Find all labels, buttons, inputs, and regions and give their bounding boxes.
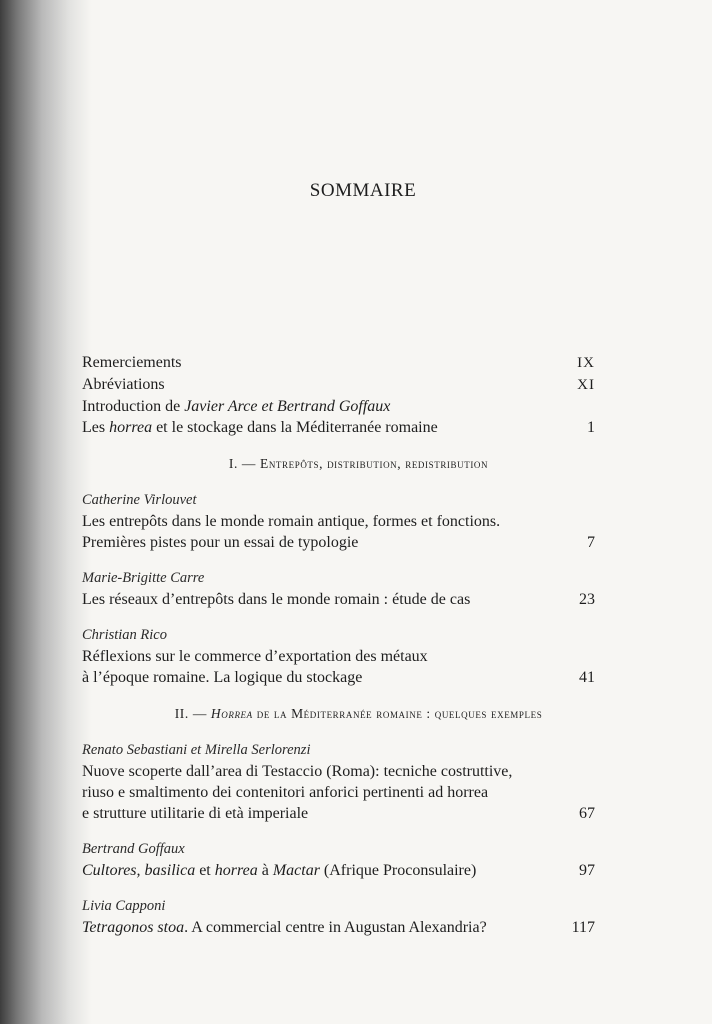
entry-author: Bertrand Goffaux bbox=[82, 841, 185, 857]
toc-page-number: 117 bbox=[571, 919, 595, 936]
entry-title-line: Nuove scoperte dall’area di Testaccio (Roma): tecniche costruttive, bbox=[82, 763, 513, 780]
entry-title-line: riuso e smaltimento dei contenitori anforici pertinenti ad horrea bbox=[82, 784, 489, 801]
toc-row-introduction[interactable] bbox=[82, 396, 595, 417]
intro-authors: Javier Arce et Bertrand Goffaux bbox=[184, 398, 391, 415]
part-heading-1 bbox=[82, 456, 595, 472]
title-italic: horrea bbox=[109, 419, 153, 436]
part-title: de la Méditerranée romaine : quelques exemples bbox=[252, 706, 543, 721]
toc-entry-title: Abréviations bbox=[82, 376, 165, 393]
title-part: et bbox=[195, 862, 215, 879]
title-part: (Afrique Proconsulaire) bbox=[319, 862, 477, 879]
toc-entry-goffaux[interactable] bbox=[82, 839, 595, 881]
toc-page-number: IX bbox=[577, 355, 595, 371]
intro-prefix: Introduction de bbox=[82, 398, 185, 415]
title-part: . A commercial centre in Augustan Alexandria? bbox=[184, 919, 487, 936]
entry-title-line: Les réseaux d’entrepôts dans le monde romain : étude de cas bbox=[82, 591, 471, 608]
title-part: Les bbox=[82, 419, 110, 436]
entry-title-line: Premières pistes pour un essai de typologie bbox=[82, 534, 359, 551]
toc-entry-title bbox=[82, 396, 595, 417]
entry-last-line bbox=[82, 860, 595, 881]
toc-entry-carre[interactable] bbox=[82, 568, 595, 610]
entry-title-line: Les entrepôts dans le monde romain antique, formes et fonctions. bbox=[82, 513, 501, 530]
entry-title-line bbox=[82, 860, 559, 881]
toc-entry-title: Remerciements bbox=[82, 354, 182, 371]
toc-page-number: 23 bbox=[579, 591, 595, 608]
entry-last-line bbox=[82, 532, 595, 553]
entry-title-line: à l’époque romaine. La logique du stockage bbox=[82, 669, 363, 686]
title-italic: Tetragonos stoa bbox=[82, 919, 185, 936]
entry-title-line: e strutture utilitarie di età imperiale bbox=[82, 805, 309, 822]
toc-page-number: XI bbox=[577, 377, 595, 393]
toc-page-number: 1 bbox=[587, 419, 595, 436]
entry-last-line bbox=[82, 589, 595, 610]
toc-page-number: 41 bbox=[579, 669, 595, 686]
toc-page-number: 67 bbox=[579, 805, 595, 822]
entry-author: Livia Capponi bbox=[82, 898, 166, 914]
part-number: II. — bbox=[174, 706, 211, 721]
toc-page-number: 7 bbox=[587, 534, 595, 551]
part-title: Entrepôts, distribution, redistribution bbox=[259, 456, 489, 471]
entry-last-line bbox=[82, 667, 595, 688]
toc-row-abreviations[interactable] bbox=[82, 374, 595, 396]
page-title: SOMMAIRE bbox=[309, 180, 417, 201]
entry-author: Renato Sebastiani et Mirella Serlorenzi bbox=[82, 742, 311, 758]
part-title-italic: Horrea bbox=[210, 706, 253, 721]
entry-title-line: Réflexions sur le commerce d’exportation des métaux bbox=[82, 648, 428, 665]
entry-author: Catherine Virlouvet bbox=[82, 492, 197, 508]
toc-entry-sebastiani-serlorenzi[interactable] bbox=[82, 740, 595, 824]
entry-author: Marie-Brigitte Carre bbox=[82, 570, 205, 586]
title-part: à bbox=[257, 862, 273, 879]
toc-row-remerciements[interactable] bbox=[82, 352, 595, 374]
title-italic: Mactar bbox=[272, 862, 320, 879]
table-of-contents bbox=[82, 352, 595, 953]
title-italic: horrea bbox=[214, 862, 258, 879]
toc-entry-capponi[interactable] bbox=[82, 896, 595, 938]
part-number: I. — bbox=[228, 456, 260, 471]
title-part: et le stockage dans la Méditerranée romaine bbox=[152, 419, 438, 436]
toc-page-number: 97 bbox=[579, 862, 595, 879]
book-gutter-shadow bbox=[0, 0, 92, 1024]
entry-last-line bbox=[82, 803, 595, 824]
entry-title-line bbox=[82, 917, 559, 938]
title-italic: Cultores, basilica bbox=[82, 862, 196, 879]
entry-last-line bbox=[82, 917, 595, 938]
entry-author: Christian Rico bbox=[82, 627, 167, 643]
toc-entry-title bbox=[82, 417, 559, 438]
toc-row-horrea-stockage[interactable] bbox=[82, 417, 595, 438]
toc-entry-rico[interactable] bbox=[82, 625, 595, 688]
toc-entry-virlouvet[interactable] bbox=[82, 490, 595, 553]
part-heading-2 bbox=[82, 706, 595, 722]
